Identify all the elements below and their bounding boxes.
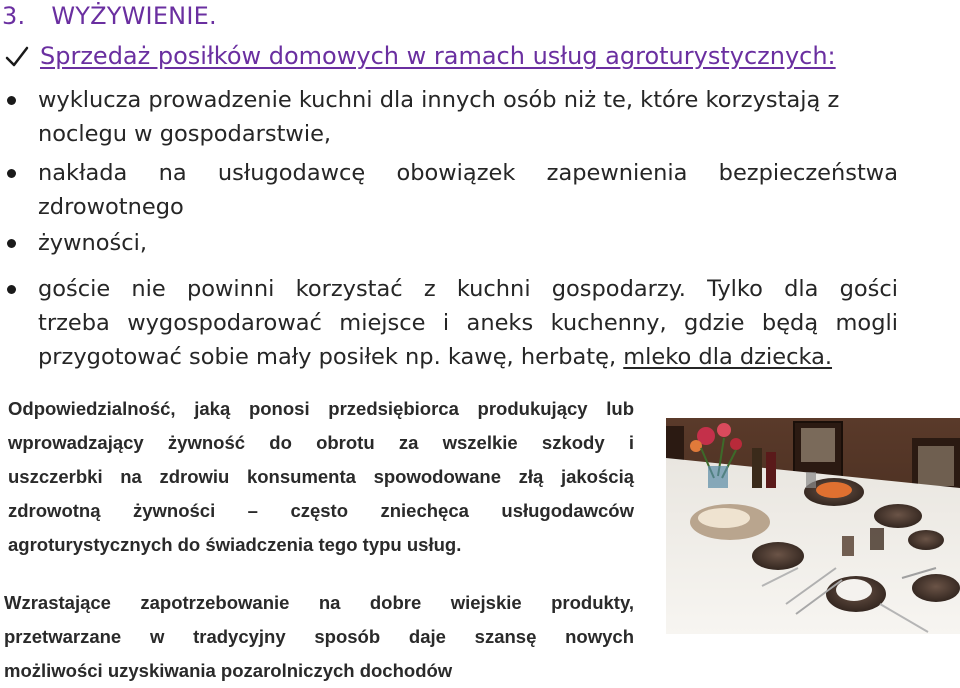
bullet-dot: [7, 96, 16, 105]
demand-paragraph: [4, 586, 634, 688]
bullet-3-line-1: żywności,: [38, 230, 148, 256]
paragraph-2-line-3: możliwości uzyskiwania pozarolniczych dochodów: [4, 660, 453, 681]
bullet-4-line-2: trzeba wygospodarować miejsce i aneks kuchenny, gdzie będą mogli: [38, 310, 898, 336]
responsibility-paragraph: [8, 392, 634, 562]
bullet-1-line-1: wyklucza prowadzenie kuchni dla innych osób niż te, które korzystają z: [38, 87, 840, 113]
paragraph-1-line-2: wprowadzający żywność do obrotu za wszelkie szkody i: [8, 432, 634, 453]
paragraph-1-line-4: zdrowotną żywności – często zniechęca usługodawców: [8, 500, 634, 521]
bullet-1-line-2: noclegu w gospodarstwie,: [38, 121, 332, 147]
bullet-item-1: [38, 83, 898, 151]
section-heading: [2, 2, 217, 30]
checkmark-icon: [4, 44, 30, 70]
bullet-4-line-1: goście nie powinni korzystać z kuchni gospodarzy. Tylko dla gości: [38, 276, 898, 302]
bullet-4-line-3: [38, 340, 898, 374]
section-title: WYŻYWIENIE.: [51, 2, 217, 30]
section-number: 3.: [2, 2, 26, 30]
bullet-item-2: [38, 156, 898, 224]
bullet-item-3: [38, 226, 898, 260]
paragraph-1-line-3: uszczerbki na zdrowiu konsumenta spowodowane złą jakością: [8, 466, 634, 487]
sub-heading: Sprzedaż posiłków domowych w ramach usług agroturystycznych:: [40, 42, 836, 70]
paragraph-2-line-1: Wzrastające zapotrzebowanie na dobre wiejskie produkty,: [4, 592, 634, 613]
bullet-4-line-3-text: przygotować sobie mały posiłek np. kawę, herbatę,: [38, 344, 624, 370]
paragraph-1-line-1: Odpowiedzialność, jaką ponosi przedsiębiorca produkujący lub: [8, 398, 634, 419]
dining-table-photo: [666, 418, 960, 634]
bullet-item-4: [38, 272, 898, 374]
paragraph-2-line-2: przetwarzane w tradycyjny sposób daje szansę nowych: [4, 626, 634, 647]
bullet-dot: [7, 239, 16, 248]
underlined-phrase: mleko dla dziecka.: [623, 344, 833, 370]
bullet-2-line-2: zdrowotnego: [38, 194, 184, 220]
bullet-dot: [7, 169, 16, 178]
paragraph-1-line-5: agroturystycznych do świadczenia tego typu usług.: [8, 534, 462, 555]
bullet-2-line-1: nakłada na usługodawcę obowiązek zapewnienia bezpieczeństwa: [38, 160, 898, 186]
bullet-dot: [7, 285, 16, 294]
